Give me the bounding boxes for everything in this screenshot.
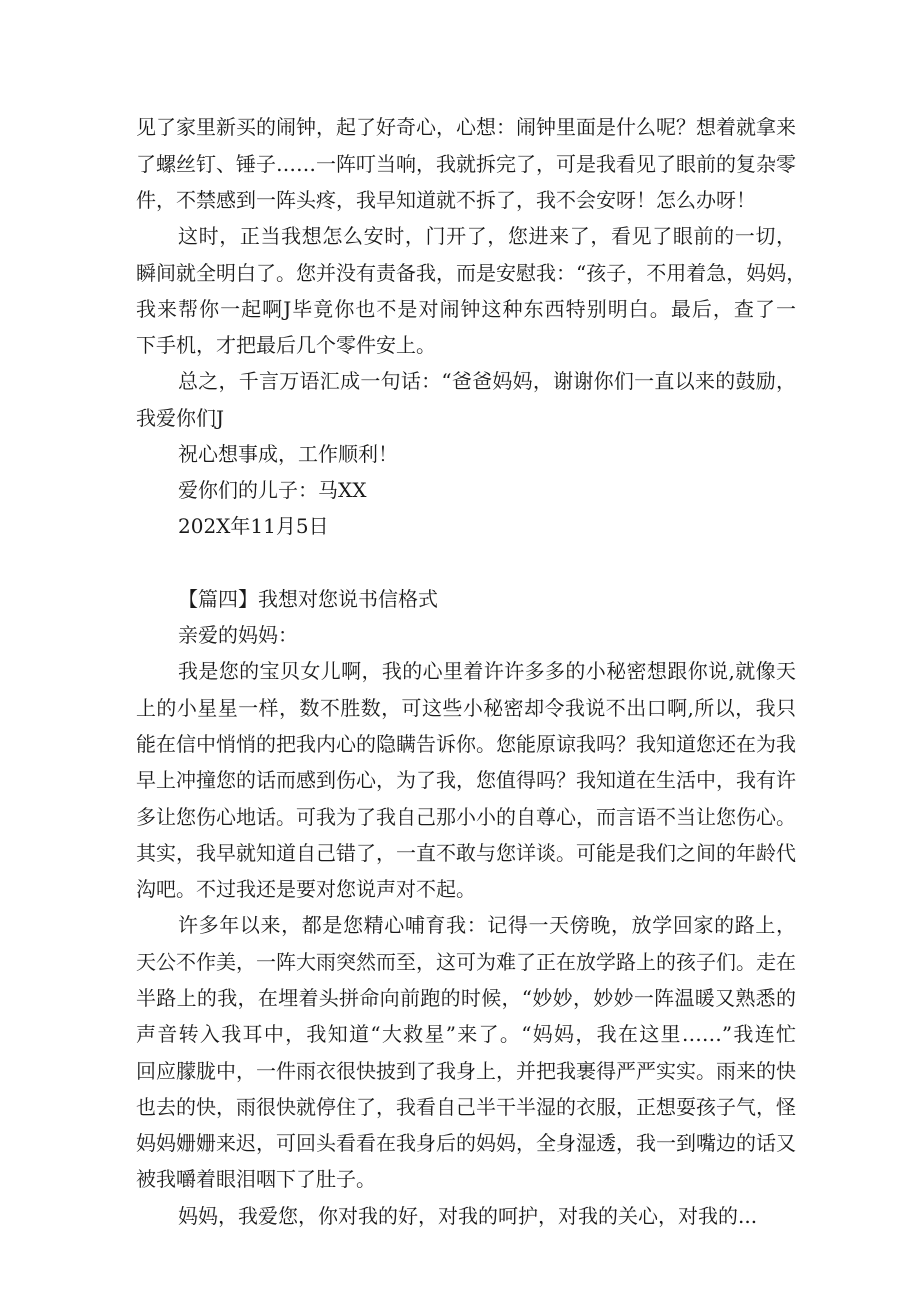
text-line: 许多年以来，都是您精心哺育我：记得一天傍晚，放学回家的路上， [178, 913, 796, 937]
text-line: 瞬间就全明白了。您并没有责备我，而是安慰我：“孩子，不用着急，妈妈， [136, 261, 807, 285]
text-line: 妈妈姗姗来迟，可回头看看在我身后的妈妈，全身湿透，我一到嘴边的话又 [136, 1131, 796, 1155]
text-line: 被我嚼着眼泪咽下了肚子。 [136, 1167, 376, 1191]
text-line: 回应朦胧中，一件雨衣很快披到了我身上，并把我裹得严严实实。雨来的快 [136, 1059, 796, 1083]
text-line: 总之，千言万语汇成一句话：“爸爸妈妈，谢谢你们一直以来的鼓励， [178, 369, 796, 393]
text-line: 上的小星星一样，数不胜数，可这些小秘密却令我说不出口啊,所以，我只 [136, 696, 796, 720]
text-line: 声音转入我耳中，我知道“大救星”来了。“妈妈，我在这里……”我连忙 [136, 1022, 796, 1046]
text-line: 妈妈，我爱您，你对我的好，对我的呵护，对我的关心，对我的... [178, 1204, 758, 1228]
text-line: 其实，我早就知道自己错了，一直不敢与您详谈。可能是我们之间的年龄代 [136, 841, 796, 865]
letter-salutation: 亲爱的妈妈： [178, 623, 298, 647]
signature: 爱你们的儿子：马XX [178, 478, 367, 502]
text-line: 我是您的宝贝女儿啊，我的心里着许许多多的小秘密想跟你说,就像天 [178, 659, 796, 683]
text-line: 半路上的我，在埋着头拼命向前跑的时候，“妙妙，妙妙一阵温暖又熟悉的 [136, 986, 796, 1010]
letter-date: 202X年11月5日 [178, 514, 329, 538]
text-line: 能在信中悄悄的把我内心的隐瞒告诉你。您能原谅我吗？我知道您还在为我 [136, 732, 796, 756]
closing-wish: 祝心想事成，工作顺利！ [178, 442, 398, 466]
text-line: 沟吧。不过我还是要对您说声对不起。 [136, 877, 476, 901]
text-line: 我来帮你一起啊J毕竟你也不是对闹钟这种东西特别明白。最后，查了一 [136, 297, 796, 321]
text-line: 我爱你们J [136, 406, 225, 430]
section-heading: 【篇四】我想对您说书信格式 [178, 587, 438, 611]
text-line: 天公不作美，一阵大雨突然而至，这可为难了正在放学路上的孩子们。走在 [136, 950, 796, 974]
text-line: 件，不禁感到一阵头疼，我早知道就不拆了，我不会安呀！怎么办呀！ [136, 188, 756, 212]
text-line: 早上冲撞您的话而感到伤心，为了我，您值得吗？我知道在生活中，我有许 [136, 768, 796, 792]
text-line: 也去的快，雨很快就停住了，我看自己半干半湿的衣服，正想耍孩子气，怪 [136, 1095, 796, 1119]
text-line: 下手机，才把最后几个零件安上。 [136, 333, 436, 357]
text-line: 这时，正当我想怎么安时，门开了，您进来了，看见了眼前的一切， [178, 224, 796, 248]
text-line: 多让您伤心地话。可我为了我自己那小小的自尊心，而言语不当让您伤心。 [136, 805, 796, 829]
text-line: 了螺丝钉、锤子……一阵叮当响，我就拆完了，可是我看见了眼前的复杂零 [136, 152, 796, 176]
text-line: 见了家里新买的闹钟，起了好奇心，心想：闹钟里面是什么呢？想着就拿来 [136, 115, 796, 139]
